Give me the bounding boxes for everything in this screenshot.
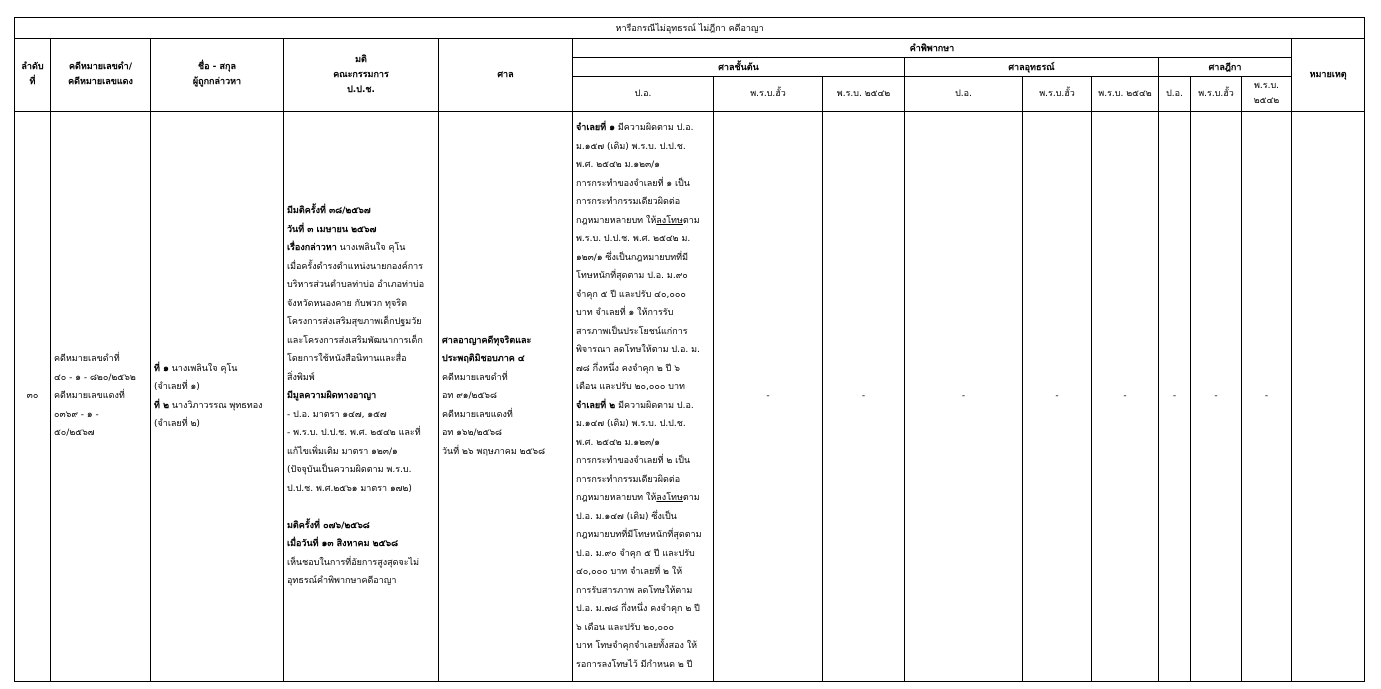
row-supreme-po: - <box>1159 112 1191 682</box>
header-remark: หมายเหตุ <box>1292 39 1365 112</box>
text-line: ศาลอาญาคดีทุจริตและ <box>442 335 532 346</box>
text-line: ที่ ๒ นางวิภาวรรณ พุทธทอง <box>154 400 263 411</box>
row-appeal-act-2542: - <box>1092 112 1159 682</box>
text-line: การกระทำกรรมเดียวผิดต่อ <box>576 197 681 207</box>
text-line: กฎหมายหลายบท ให้ลงโทษตาม <box>576 493 700 503</box>
text-line: รอการลงโทษไว้ มีกำหนด ๒ ปี <box>576 659 693 670</box>
row-name <box>151 112 284 682</box>
text-line <box>287 498 435 517</box>
text-line: - ป.อ. มาตรา ๑๔๗, ๑๕๗ <box>287 409 387 420</box>
text-line: ประพฤติมิชอบภาค ๔ <box>442 354 525 365</box>
text-line: บาท โทษจำคุกจำเลยทั้งสอง ให้ <box>576 641 698 651</box>
row-case-no: คดีหมายเลขดำที่ ๔๐ - ๑ - ๘๒๐/๒๕๖๒ คดีหมายเลขแดงที่ ๐๓๖๙ - ๑ - ๕๐/๒๕๖๗ <box>51 112 151 682</box>
text-line: การกระทำของจำเลยที่ ๑ เป็น <box>576 178 690 189</box>
row-appeal-po: - <box>905 112 1023 682</box>
text-line: จำเลยที่ ๑ มีความผิดตาม ป.อ. <box>576 123 694 133</box>
row-no: ๓๐ <box>15 112 51 682</box>
text-line: ม.๑๔๗ (เดิม) พ.ร.บ. ป.ป.ช. <box>576 419 686 429</box>
text-line: จำคุก ๕ ปี และปรับ ๔๐,๐๐๐ <box>576 289 686 300</box>
text-line: (จำเลยที่ ๒) <box>154 419 200 429</box>
header-judgment: คำพิพากษา <box>573 39 1292 58</box>
text-line: อุทธรณ์คำพิพากษาคดีอาญา <box>287 576 397 587</box>
text-line: พ.ร.บ. ป.ป.ช. พ.ศ. ๒๕๔๒ ม. <box>576 234 691 244</box>
row-court <box>439 112 573 682</box>
subheader-appeal-act-2542: พ.ร.บ. ๒๕๔๒ <box>1092 77 1159 112</box>
subheader-supreme-po: ป.อ. <box>1159 77 1191 112</box>
subheader-first-act-2542: พ.ร.บ. ๒๕๔๒ <box>823 77 905 112</box>
header-first-instance: ศาลชั้นต้น <box>573 58 905 77</box>
header-court: ศาล <box>439 39 573 112</box>
row-first-act-2542: - <box>823 112 905 682</box>
row-resolution <box>284 112 439 682</box>
text-line: ม.๑๕๗ (เดิม) พ.ร.บ. ป.ป.ช. <box>576 141 686 152</box>
text-line: สิ่งพิมพ์ <box>287 372 315 383</box>
text-line: บาท จำเลยที่ ๑ ให้การรับ <box>576 308 674 318</box>
header-supreme: ศาลฎีกา <box>1159 58 1292 77</box>
header-appeal: ศาลอุทธรณ์ <box>905 58 1159 77</box>
text-line: การรับสารภาพ ลดโทษให้ตาม <box>576 585 693 596</box>
text-line: คดีหมายเลขดำที่ <box>442 372 508 383</box>
row-remark <box>1292 112 1365 682</box>
text-line: มติครั้งที่ ๐๗๖/๒๕๖๘ <box>287 520 370 531</box>
text-line: ที่ ๑ นางเพลินใจ คุโน <box>154 363 238 374</box>
text-line: โทษหนักที่สุดตาม ป.อ. ม.๙๐ <box>576 271 688 281</box>
case-table <box>14 17 1365 682</box>
text-line: แก้ไขเพิ่มเติม มาตรา ๑๒๓/๑ <box>287 446 398 457</box>
text-line: จังหวัดหนองคาย กับพวก ทุจริต <box>287 298 407 309</box>
text-line: วันที่ ๒๖ พฤษภาคม ๒๕๖๘ <box>442 446 546 457</box>
text-line: วันที่ ๓ เมษายน ๒๕๖๗ <box>287 224 377 235</box>
text-line: พ.ศ. ๒๕๔๒ ม.๑๒๓/๑ <box>576 437 660 448</box>
text-line: คดีหมายเลขแดงที่ <box>442 409 513 420</box>
text-line: ป.อ. ม.๑๔๗ (เดิม) ซึ่งเป็น <box>576 511 677 522</box>
text-line: - พ.ร.บ. ป.ป.ช. พ.ศ. ๒๕๔๒ และที่ <box>287 428 421 439</box>
row-appeal-act-old: - <box>1023 112 1092 682</box>
header-resolution: มติ คณะกรรมการ ป.ป.ช. <box>284 39 439 112</box>
header-no: ลำดับ ที่ <box>15 39 51 112</box>
row-judgment-first-po <box>573 112 714 682</box>
subheader-supreme-act-old: พ.ร.บ.ฮั้ว <box>1191 77 1242 112</box>
text-line: การกระทำของจำเลยที่ ๒ เป็น <box>576 456 691 466</box>
text-line: และโครงการส่งเสริมพัฒนาการเด็ก <box>287 335 423 346</box>
row-first-act-old: - <box>714 112 823 682</box>
subheader-appeal-po: ป.อ. <box>905 77 1023 112</box>
text-line: มีมูลความผิดทางอาญา <box>287 391 377 402</box>
text-line: กฎหมายหลายบท ให้ลงโทษตาม <box>576 215 700 226</box>
row-supreme-act-old: - <box>1191 112 1242 682</box>
text-line: เมื่อครั้งดำรงตำแหน่งนายกองค์การ <box>287 261 424 272</box>
text-line: ๖ เดือน และปรับ ๒๐,๐๐๐ <box>576 622 674 633</box>
text-line: (ปัจจุบันเป็นความผิดตาม พ.ร.บ. <box>287 465 412 476</box>
header-name: ชื่อ - สกุล ผู้ถูกกล่าวหา <box>151 39 284 112</box>
text-line: เรื่องกล่าวหา นางเพลินใจ คุโน <box>287 243 406 254</box>
text-line: (จำเลยที่ ๑) <box>154 382 200 392</box>
subheader-supreme-act-2542: พ.ร.บ. ๒๕๔๒ <box>1242 77 1292 112</box>
subheader-first-po: ป.อ. <box>573 77 714 112</box>
text-line: พ.ศ. ๒๕๔๒ ม.๑๒๓/๑ <box>576 160 660 170</box>
text-line: ๗๘ กึ่งหนึ่ง คงจำคุก ๒ ปี ๖ <box>576 363 680 374</box>
text-line: อท ๑๖๒/๒๕๖๘ <box>442 428 502 439</box>
text-line: จำเลยที่ ๒ มีความผิดตาม ป.อ. <box>576 400 694 411</box>
text-line: โดยการใช้หนังสือนิทานและสื่อ <box>287 354 407 365</box>
text-line: เห็นชอบในการที่อัยการสูงสุดจะไม่ <box>287 557 420 568</box>
text-line: โครงการส่งเสริมสุขภาพเด็กปฐมวัย <box>287 317 422 328</box>
row-supreme-act-2542: - <box>1242 112 1292 682</box>
text-line: ป.อ. ม.๗๘ กึ่งหนึ่ง คงจำคุก ๒ ปี <box>576 604 700 614</box>
text-line: กฎหมายบทที่มีโทษหนักที่สุดตาม <box>576 530 702 540</box>
text-line: ๑๒๓/๑ ซึ่งเป็นกฎหมายบทที่มี <box>576 252 689 263</box>
table-title: หารือกรณีไม่อุทธรณ์ ไม่ฎีกา คดีอาญา <box>15 18 1365 39</box>
text-line: มีมติครั้งที่ ๓๘/๒๕๖๗ <box>287 206 371 217</box>
text-line: สารภาพเป็นประโยชน์แก่การ <box>576 326 688 337</box>
text-line: ป.อ. ม.๙๐ จำคุก ๕ ปี และปรับ <box>576 548 695 559</box>
text-line: อท ๙๑/๒๕๖๘ <box>442 391 497 402</box>
text-line: เมื่อวันที่ ๑๓ สิงหาคม ๒๕๖๘ <box>287 539 399 550</box>
text-line: เดือน และปรับ ๒๐,๐๐๐ บาท <box>576 382 685 392</box>
subheader-first-act-old: พ.ร.บ.ฮั้ว <box>714 77 823 112</box>
text-line: พิจารณา ลดโทษให้ตาม ป.อ. ม. <box>576 345 700 355</box>
text-line: การกระทำกรรมเดียวผิดต่อ <box>576 474 681 485</box>
header-case-no: คดีหมายเลขดำ/ คดีหมายเลขแดง <box>51 39 151 112</box>
text-line: บริหารส่วนตำบลท่าบ่อ อำเภอท่าบ่อ <box>287 280 425 291</box>
text-line: ๔๐,๐๐๐ บาท จำเลยที่ ๒ ให้ <box>576 567 683 577</box>
table-row <box>15 112 1365 682</box>
subheader-appeal-act-old: พ.ร.บ.ฮั้ว <box>1023 77 1092 112</box>
text-line: ป.ป.ช. พ.ศ.๒๕๖๑ มาตรา ๑๗๒) <box>287 483 412 494</box>
